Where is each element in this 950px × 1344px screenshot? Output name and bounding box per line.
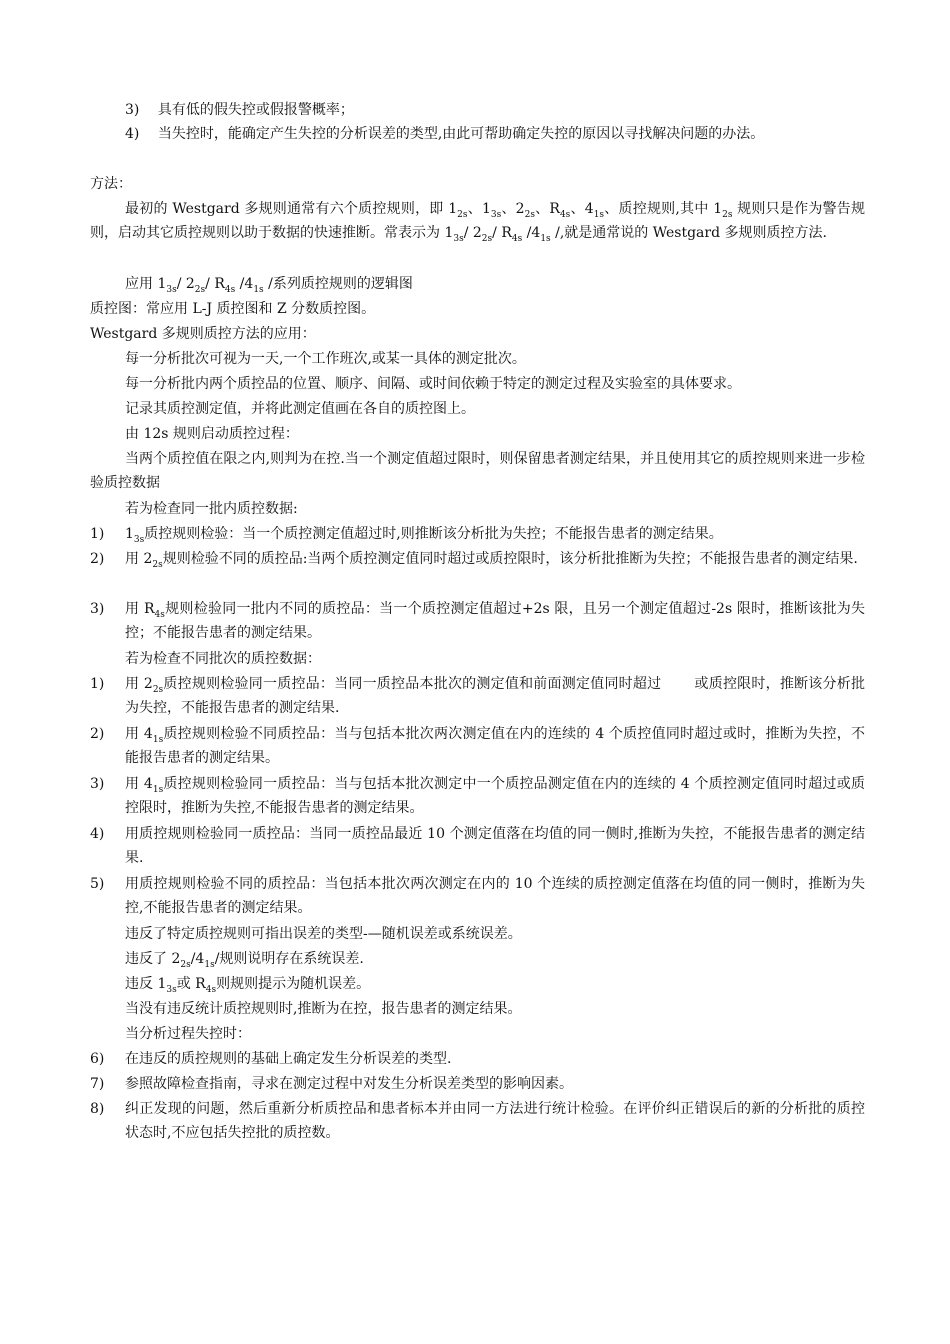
list-item: 2) 用 $4_{1s}$质控规则检验不同质控品：当与包括本批次两次测定值在内的连续的 4 个质控值同时超过或时，推断为失控，不能报告患者的测定结果。 xyxy=(90,726,865,766)
list-item: 3) 用 $4_{1s}$质控规则检验同一质控品：当与包括本批次测定中一个质控品测定值在内的连续的 4 个质控测定值同时超过或质控限时，推断为失控,不能报告患者的测定结果。 xyxy=(90,776,865,816)
logic-diagram-caption: 应用 $1_{3s}/$ $2_{2s}/$ $R_{4s}$ $/4_{1s}$ /系列质控规则的逻辑图 xyxy=(125,276,413,295)
paragraph-line: 由 12s 规则启动质控过程： xyxy=(125,426,299,442)
subheading: 若为检查同一批内质控数据: xyxy=(125,501,298,517)
list-number: 3) xyxy=(125,102,140,118)
list-item xyxy=(90,122,865,146)
section-heading: Westgard 多规则质控方法的应用： xyxy=(90,326,316,342)
paragraph-line: 每一分析批内两个质控品的位置、顺序、间隔、或时间依赖于特定的测定过程及实验室的具体要求。 xyxy=(125,376,741,392)
list-item: 5) 用质控规则检验不同的质控品：当包括本批次两次测定在内的 10 个连续的质控测定值落在均值的同一侧时，推断为失控,不能报告患者的测定结果。 xyxy=(90,876,865,916)
list-item xyxy=(125,98,865,122)
paragraph: 当两个质控值在限之内,则判为在控.当一个测定值超过限时，则保留患者测定结果，并且使用其它的质控规则来进一步检验质控数据 xyxy=(90,451,865,491)
list-item: 8) 纠正发现的问题，然后重新分析质控品和患者标本并由同一方法进行统计检验。在评价纠正错误后的新的分析批的质控状态时,不应包括失控批的质控数。 xyxy=(90,1101,865,1141)
paragraph-line: 违反了 $2_{2s}/4_{1s}/$规则说明存在系统误差. xyxy=(125,951,364,970)
paragraph-line: 违反了特定质控规则可指出误差的类型-—随机误差或系统误差。 xyxy=(125,926,522,942)
list-item: 3) 用 $R_{4s}$规则检验同一批内不同的质控品：当一个质控测定值超过+2s 限，且另一个测定值超过-2s 限时，推断该批为失控；不能报告患者的测定结果。 xyxy=(90,601,865,641)
list-text: 当失控时，能确定产生失控的分析误差的类型,由此可帮助确定失控的原因以寻找解决问题的办法。 xyxy=(157,126,765,142)
list-item: 1) 用 $2_{2s}$质控规则检验同一质控品：当同一质控品本批次的测定值和前面测定值同时超过 或质控限时，推断该分析批为失控，不能报告患者的测定结果. xyxy=(90,676,865,716)
paragraph-line: 当没有违反统计质控规则时,推断为在控，报告患者的测定结果。 xyxy=(125,1001,522,1017)
list-number: 4) xyxy=(125,126,140,142)
list-item: 1) $1_{3s}$质控规则检验：当一个质控测定值超过时,则推断该分析批为失控；不能报告患者的测定结果。 xyxy=(90,526,723,545)
chart-type-line: 质控图：常应用 L-J 质控图和 Z 分数质控图。 xyxy=(90,301,376,317)
list-item: 7) 参照故障检查指南，寻求在测定过程中对发生分析误差类型的影响因素。 xyxy=(90,1076,573,1092)
paragraph-line: 每一分析批次可视为一天,一个工作班次,或某一具体的测定批次。 xyxy=(125,351,526,367)
paragraph-line: 违反 $1_{3s}$或 $R_{4s}$则规则提示为随机误差。 xyxy=(125,976,371,995)
paragraph-line: 当分析过程失控时： xyxy=(125,1026,251,1042)
list-item: 6) 在违反的质控规则的基础上确定发生分析误差的类型. xyxy=(90,1051,452,1067)
list-item: 2) 用 $2_{2s}$规则检验不同的质控品:当两个质控测定值同时超过或质控限时，该分析批推断为失控；不能报告患者的测定结果. xyxy=(90,551,858,570)
list-text: 具有低的假失控或假报警概率； xyxy=(157,102,354,118)
section-heading: 方法： xyxy=(90,176,132,192)
intro-paragraph: 最初的 Westgard 多规则通常有六个质控规则，即 $1_{2s}$、$1_{3s}$、$2_{2s}$、$R_{4s}$、$4_{1s}$、质控规则,其中 $1_{2s}$ 规则只是作为警告规则，启动其它质控规则以助于数据的快速推断。常表示为 $1_{3s}/$ $2_{2s}/$ $R_{4s}$ $/4_{1s}$ /,就是通常说的 Westgard 多规则质控方法. xyxy=(90,201,865,244)
paragraph-line: 记录其质控测定值，并将此测定值画在各自的质控图上。 xyxy=(125,401,475,417)
subheading: 若为检查不同批次的质控数据： xyxy=(125,651,321,667)
list-item: 4) 用质控规则检验同一质控品：当同一质控品最近 10 个测定值落在均值的同一侧时,推断为失控，不能报告患者的测定结果. xyxy=(90,826,865,866)
